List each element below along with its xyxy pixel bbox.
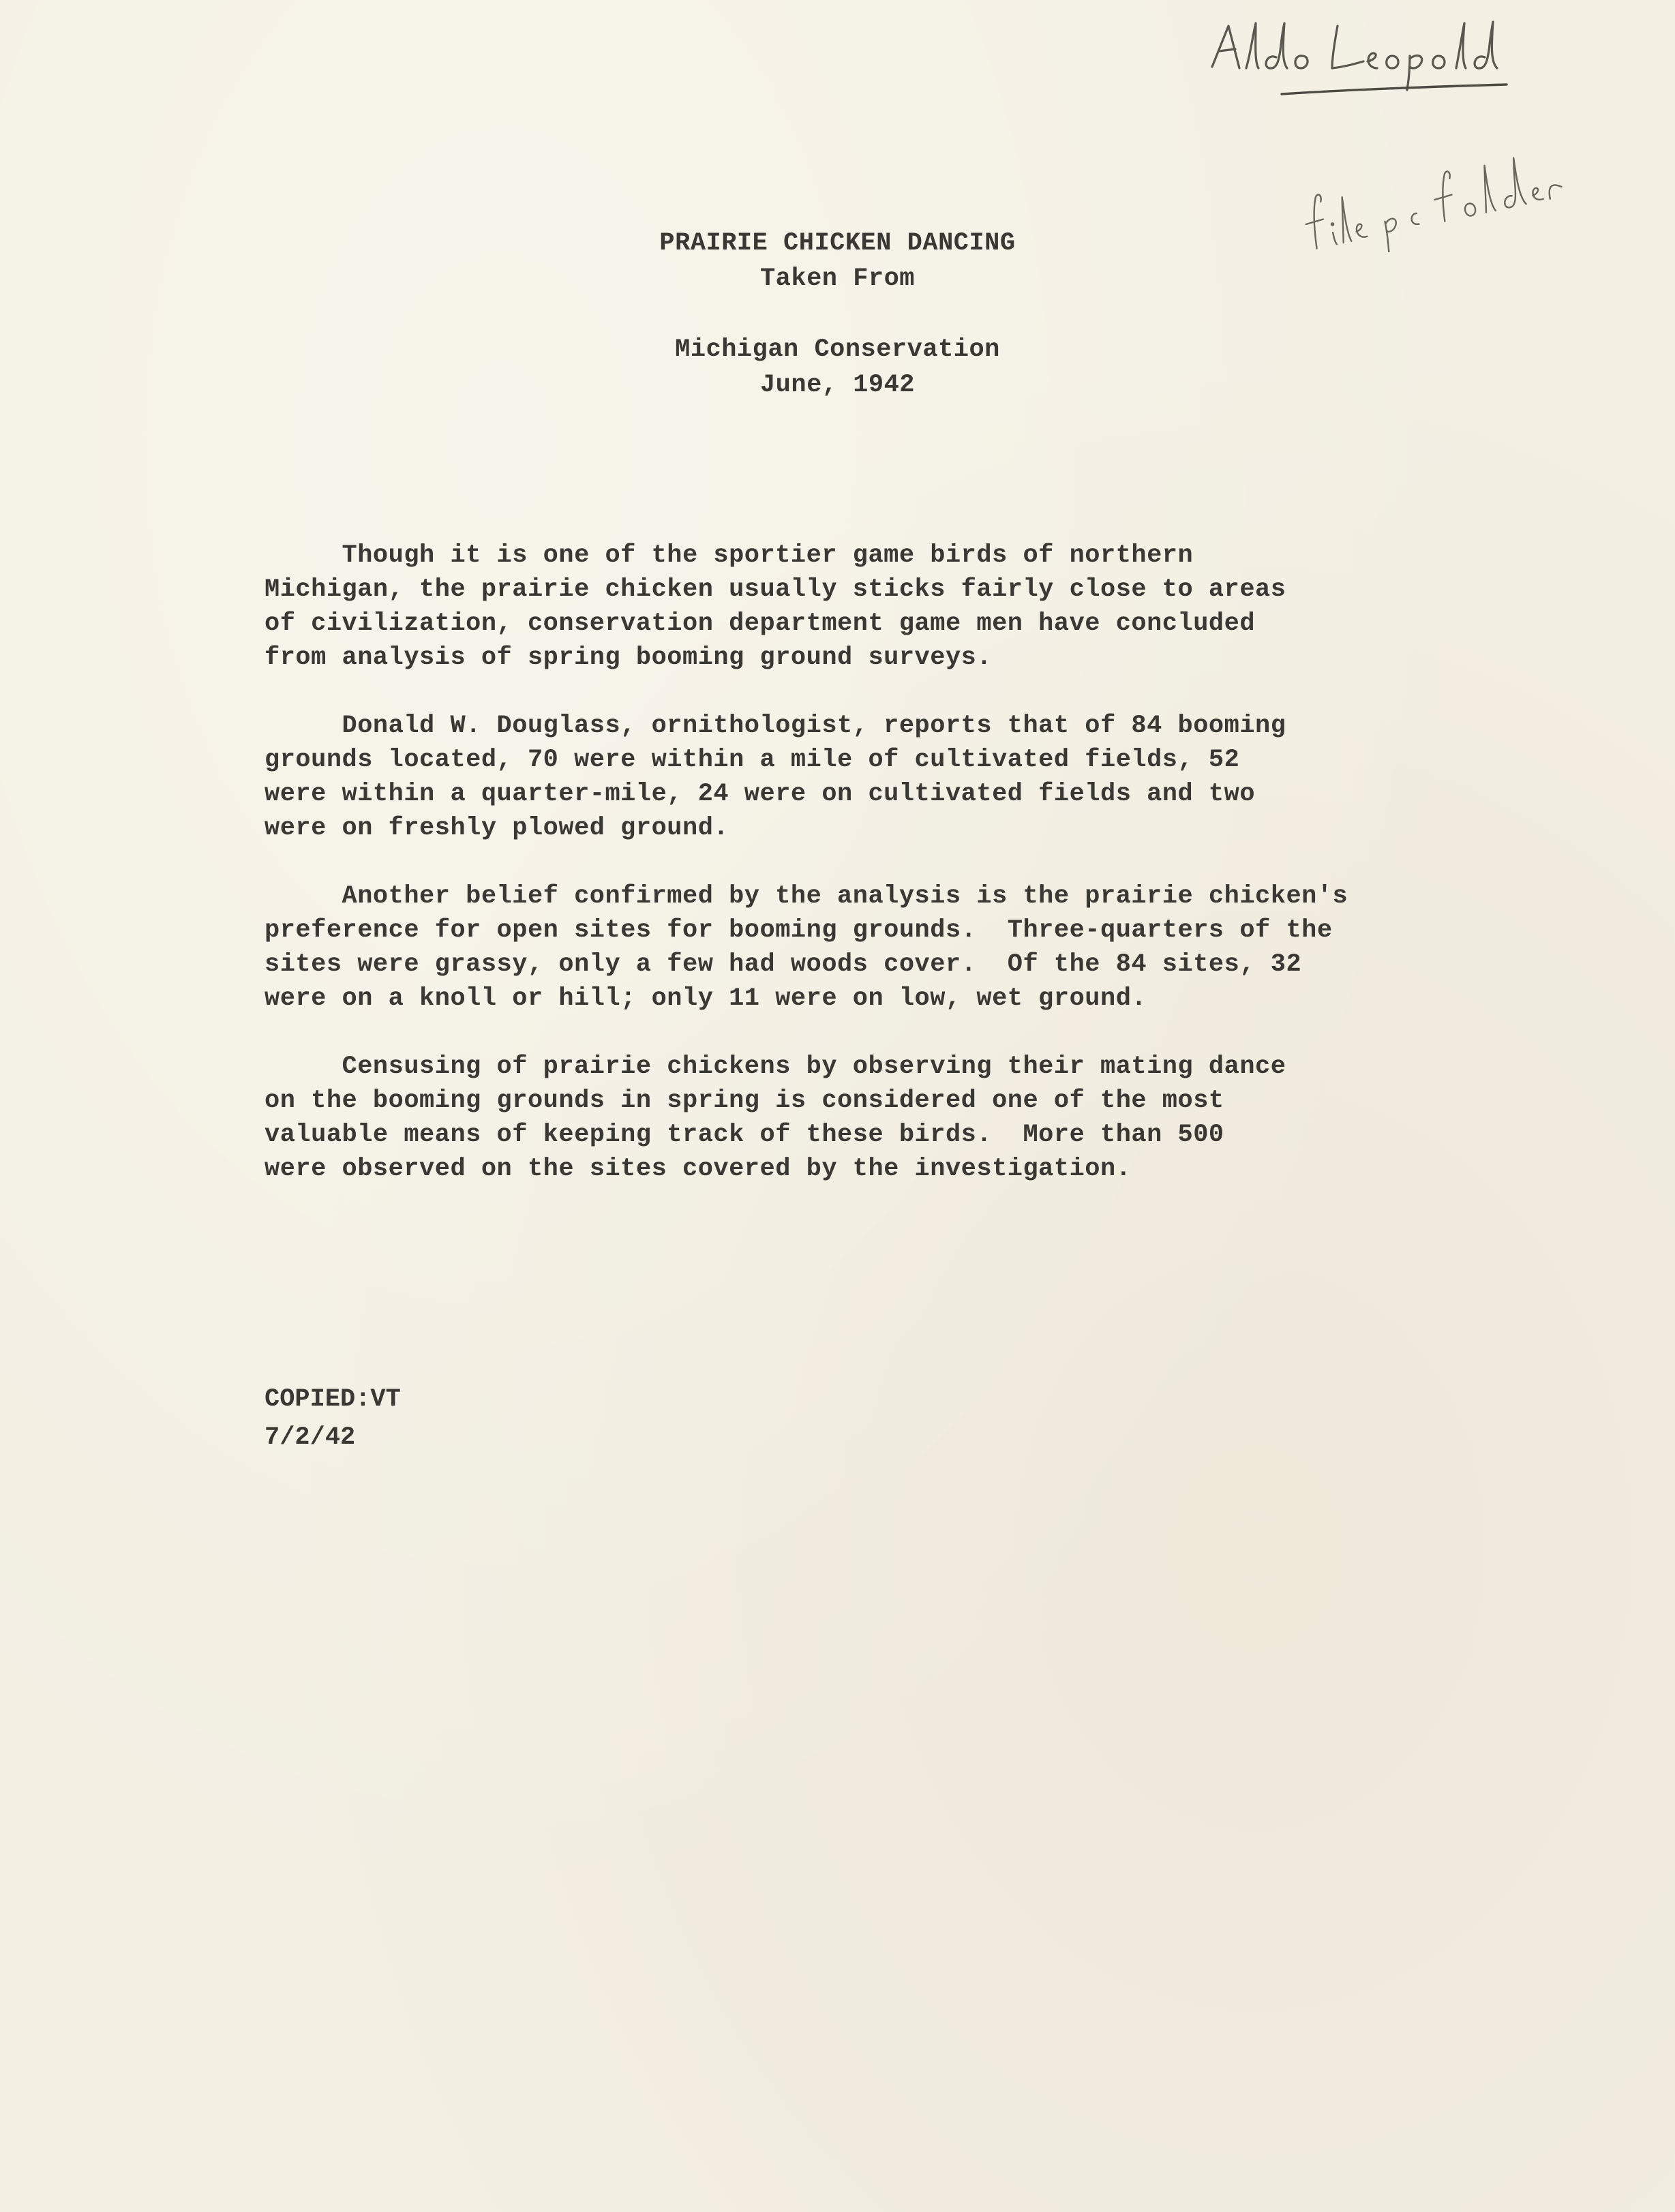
paragraph-2 [265, 709, 1451, 845]
text-line: on the booming grounds in spring is considered one of the most [265, 1087, 1224, 1115]
document-subtitle: Taken From [759, 264, 916, 293]
paragraph-1 [265, 539, 1451, 675]
source-publication: Michigan Conservation [675, 335, 1000, 364]
text-line: of civilization, conservation department game men have concluded [265, 609, 1256, 638]
text-line: were observed on the sites covered by the investigation. [265, 1155, 1132, 1183]
handwritten-signature [1193, 14, 1520, 102]
text-line: Censusing of prairie chickens by observing their mating dance [265, 1052, 1286, 1081]
text-line: Donald W. Douglass, ornithologist, reports that of 84 booming [265, 712, 1286, 740]
copied-note [265, 1380, 401, 1457]
text-line: were on freshly plowed ground. [265, 814, 729, 843]
copied-by: COPIED:VT [265, 1385, 401, 1414]
text-line: sites were grassy, only a few had woods cover. Of the 84 sites, 32 [265, 950, 1302, 979]
copied-date: 7/2/42 [265, 1423, 356, 1452]
text-line: valuable means of keeping track of these birds. More than 500 [265, 1121, 1224, 1149]
publication-date: June, 1942 [759, 371, 916, 399]
document-title: PRAIRIE CHICKEN DANCING [659, 229, 1016, 258]
text-line: Though it is one of the sportier game birds of northern [265, 541, 1194, 570]
text-line: from analysis of spring booming ground surveys. [265, 643, 993, 672]
text-line: Another belief confirmed by the analysis is the prairie chicken's [265, 882, 1348, 911]
text-line: were on a knoll or hill; only 11 were on low, wet ground. [265, 984, 1147, 1013]
paragraph-4 [265, 1050, 1451, 1186]
text-line: grounds located, 70 were within a mile of cultivated fields, 52 [265, 746, 1240, 774]
text-line: Michigan, the prairie chicken usually sticks fairly close to areas [265, 575, 1286, 604]
paragraph-3 [265, 879, 1451, 1016]
text-line: preference for open sites for booming grounds. Three-quarters of the [265, 916, 1333, 945]
text-line: were within a quarter-mile, 24 were on cultivated fields and two [265, 780, 1256, 808]
